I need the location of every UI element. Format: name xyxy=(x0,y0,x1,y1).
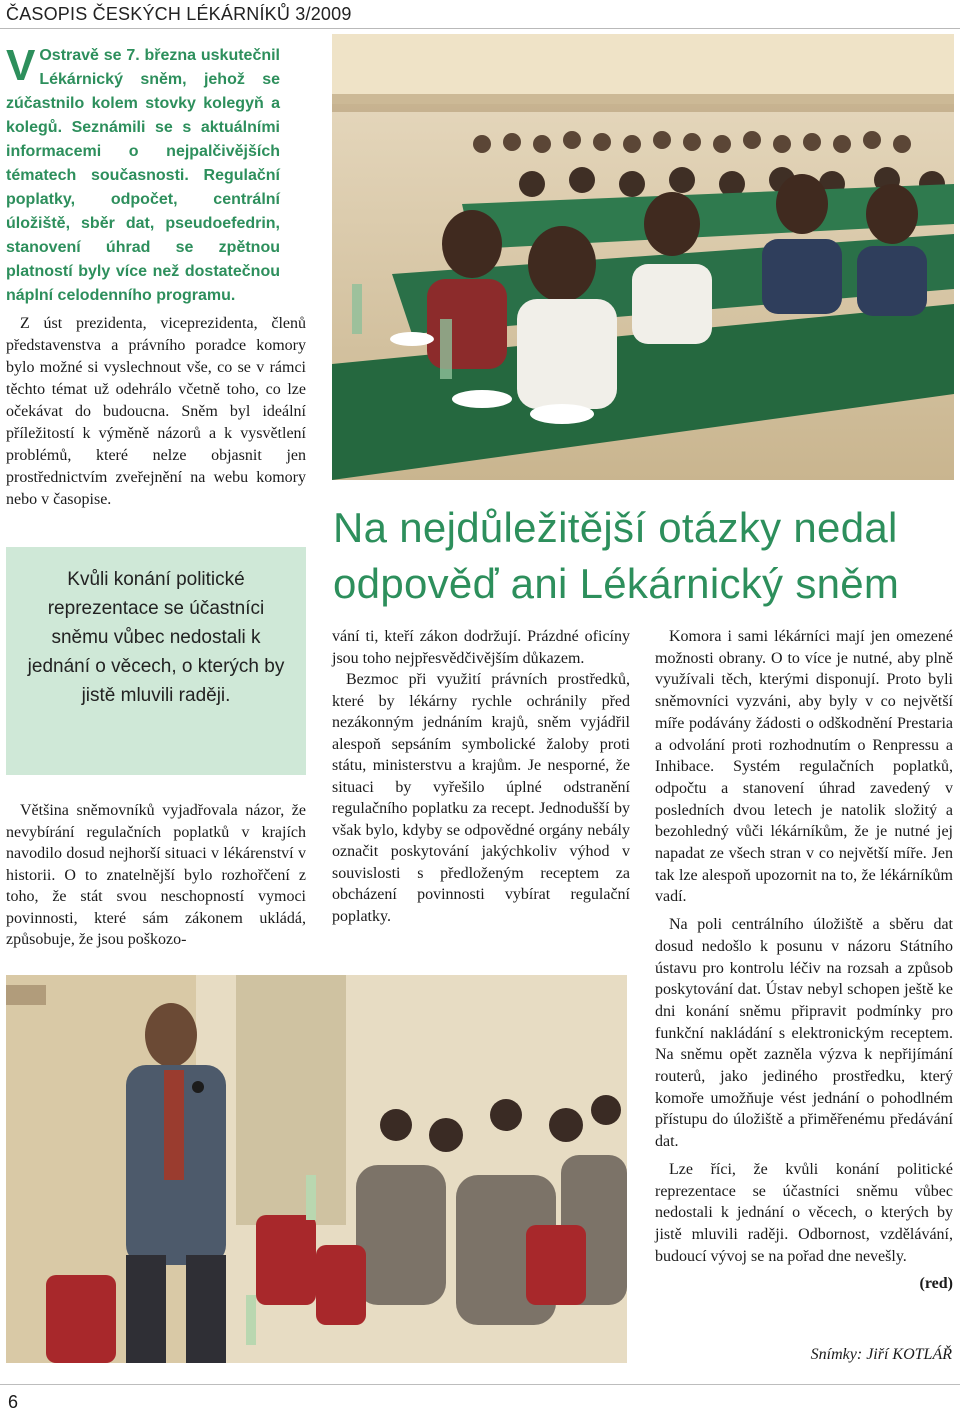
right-paragraph-3: Lze říci, že kvůli konání politické reprezentace se účastníci sněmu vůbec nedostali k jednání o věcech, o kterých by jistě mluvili raději. Odbornost, vzdělávání, budoucí vývoj se na pořad dne nevešly. xyxy=(655,1160,953,1265)
pull-quote: Kvůli konání politické reprezentace se účastníci sněmu vůbec nedostali k jednání o věcech, o kterých by jistě mluvili raději. xyxy=(6,547,306,775)
article-headline: Na nejdůležitější otázky nedal odpověď ani Lékárnický sněm xyxy=(333,504,900,607)
drop-cap: V xyxy=(6,41,36,90)
left-column xyxy=(6,313,306,511)
photo-audience xyxy=(332,34,954,480)
header-divider xyxy=(0,28,960,29)
photo-credit: Snímky: Jiří KOTLÁŘ xyxy=(810,1346,952,1363)
lead-text: Ostravě se 7. března uskutečnil Lékárnický sněm, jehož se zúčastnilo kolem stovky kolegyň a kolegů. Seznámili se s aktuálními informacemi o nejpalčivějších tématech současnosti. Regulační poplatky, odpočet, centrální úložiště, sběr dat, pseudoefedrin, stanovení úhrad se zpětnou platností byly více než dostatečnou náplní celodenního programu. xyxy=(6,47,280,304)
middle-column xyxy=(332,626,630,927)
right-paragraph-2: Na poli centrálního úložiště a sběru dat dosud nedošlo k posunu v názoru Státního ústavu pro kontrolu léčiv na rozsah a způsob poskytování dat. Ústav nebyl schopen ještě ke dni konání sněmu připravit podmínky pro funkční nakládání s elektronickým receptem. Na sněmu opět zazněla výzva k nepřijímání routerů, jako jediného prostředku, který komoře umožňuje vést jednání o pohodlném přístupu do úložiště a přiměřenému předávání dat. xyxy=(655,916,953,1151)
magazine-header: ČASOPIS ČESKÝCH LÉKÁRNÍKŮ 3/2009 xyxy=(6,4,352,24)
left-paragraph-2: Většina sněmovníků vyjadřovala názor, že nevybírání regulačních poplatků v krajích navodilo dosud nejhorší situaci v lékárenství v historii. O to znatelnější bylo rozhořčení z toho, že stát svou neschopností vymoci povinnosti, které sám zákonem ukládá, způsobuje, že jsou poškozo- xyxy=(6,802,306,948)
page-number: 6 xyxy=(8,1392,19,1412)
footer-divider xyxy=(0,1384,960,1385)
right-column xyxy=(655,626,953,1301)
left-paragraph-1: Z úst prezidenta, viceprezidenta, členů představenstva a právního poradce komory bylo možné si vyslechnout vše, co se v rámci těchto témat už odehrálo včetně toho, co lze očekávat do budoucna. Sněm byl ideální příležitostí k výměně názorů a k vysvětlení problémů, které nelze objasnit jen prostřednictvím zveřejnění na webu komory nebo v časopise. xyxy=(6,315,306,508)
middle-paragraph-2: Bezmoc při využití právních prostředků, které by lékárny rychle ochránily před nezákonným jednáním krajů, sněm vyjádřil alespoň sepsáním symbolické žaloby proti státu, ministerstvu a krajům. Je nesporné, že situaci by vyřešilo úplné odstranění regulačního poplatku za recept. Jednodušší by však bylo, kdyby se odpovědné orgány nebály označit poskytování jakýchkoliv výhod v souvislosti s předloženým receptem za obcházení povinnosti vybírat regulační poplatky. xyxy=(332,671,630,925)
left-column-continued xyxy=(6,800,306,951)
photo-speaker xyxy=(6,975,627,1363)
right-paragraph-1: Komora i sami lékárníci mají jen omezené možnosti obrany. O to více je nutné, aby plně využívali těch, kterými disponují. Proto byli sněmovníci vyzváni, aby byly v co největší míře podávány žádosti o odškodnění Prestaria a odvolání proti rozhodnutím o Renpressu a Inhibace. Systém regulačních poplatků, odpočtu a stanovení úhrad zavedený v posledních dvou letech je natolik složitý a bezohledný vůči lékárníkům, že je nutné jej napadat ze všech stran v co největší míře. Jen tak lze alespoň upozornit na to, že lékárníkům vadí. xyxy=(655,628,953,906)
lead-paragraph xyxy=(6,41,280,308)
author-signature: (red) xyxy=(919,1275,953,1293)
middle-paragraph-1: vání ti, kteří zákon dodržují. Prázdné oficíny jsou toho nejpřesvědčivějším důkazem. xyxy=(332,628,630,667)
